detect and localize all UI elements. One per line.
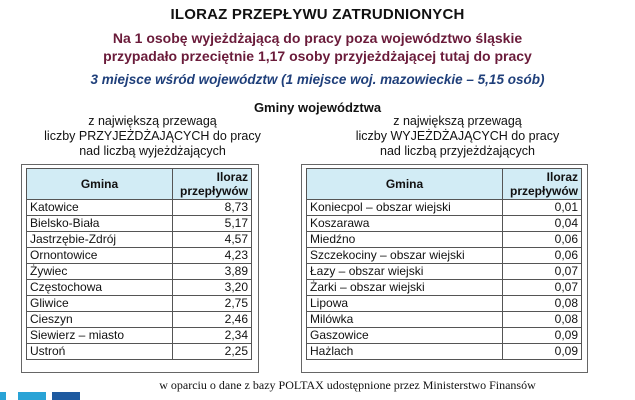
gmina-name-cell: Ornontowice	[27, 248, 173, 264]
subtitle-line-2: przypadało przeciętnie 1,17 osoby przyjeżdżającej tutaj do pracy	[103, 48, 532, 64]
column-header-gmina: Gmina	[27, 169, 173, 200]
gmina-name-cell: Lipowa	[307, 296, 503, 312]
decorative-block	[0, 392, 6, 400]
table-row	[27, 264, 252, 280]
left-caption-line: liczby PRZYJEŻDŻAJĄCYCH do pracy	[44, 129, 261, 143]
gmina-name-cell: Łazy – obszar wiejski	[307, 264, 503, 280]
gmina-name-cell: Żywiec	[27, 264, 173, 280]
iloraz-value-cell: 2,25	[173, 344, 252, 360]
right-table-caption	[315, 114, 600, 159]
table-row	[307, 216, 582, 232]
ranking-note: 3 miejsce wśród województw (1 miejsce woj. mazowieckie – 5,15 osób)	[90, 72, 545, 87]
column-header-iloraz	[503, 169, 582, 200]
gmina-name-cell: Cieszyn	[27, 312, 173, 328]
iloraz-value-cell: 0,08	[503, 312, 582, 328]
iloraz-value-cell: 0,06	[503, 248, 582, 264]
table-row	[27, 328, 252, 344]
right-caption-line: nad liczbą przyjeżdżających	[380, 144, 535, 158]
outflow-table-body	[307, 200, 582, 360]
gmina-name-cell: Miedźno	[307, 232, 503, 248]
table-row	[27, 216, 252, 232]
decorative-block	[52, 392, 80, 400]
gmina-name-cell: Żarki – obszar wiejski	[307, 280, 503, 296]
table-row	[307, 344, 582, 360]
iloraz-value-cell: 0,04	[503, 216, 582, 232]
table-row	[307, 280, 582, 296]
table-row	[27, 248, 252, 264]
iloraz-value-cell: 0,06	[503, 232, 582, 248]
gmina-name-cell: Ustroń	[27, 344, 173, 360]
iloraz-value-cell: 2,46	[173, 312, 252, 328]
table-row	[307, 328, 582, 344]
outflow-table	[306, 168, 582, 360]
iloraz-value-cell: 8,73	[173, 200, 252, 216]
gmina-name-cell: Milówka	[307, 312, 503, 328]
column-header-iloraz-line: przepływów	[509, 184, 578, 198]
table-header-row	[307, 169, 582, 200]
table-row	[307, 248, 582, 264]
iloraz-value-cell: 0,09	[503, 344, 582, 360]
iloraz-value-cell: 2,34	[173, 328, 252, 344]
gmina-name-cell: Hażlach	[307, 344, 503, 360]
gmina-name-cell: Bielsko-Biała	[27, 216, 173, 232]
gmina-name-cell: Koniecpol – obszar wiejski	[307, 200, 503, 216]
table-row	[27, 296, 252, 312]
iloraz-value-cell: 3,89	[173, 264, 252, 280]
table-header-row	[27, 169, 252, 200]
gmina-name-cell: Szczekociny – obszar wiejski	[307, 248, 503, 264]
column-header-iloraz-line: Iloraz	[216, 170, 248, 184]
right-caption-line: z największą przewagą	[393, 114, 522, 128]
gmina-name-cell: Gaszowice	[307, 328, 503, 344]
column-header-iloraz	[173, 169, 252, 200]
table-row	[307, 200, 582, 216]
left-table-caption	[10, 114, 295, 159]
iloraz-value-cell: 4,57	[173, 232, 252, 248]
subtitle-line-1: Na 1 osobę wyjeżdżającą do pracy poza województwo śląskie	[112, 30, 523, 46]
iloraz-value-cell: 5,17	[173, 216, 252, 232]
source-note: w oparciu o dane z bazy POLTAX udostępnione przez Ministerstwo Finansów	[159, 378, 536, 392]
iloraz-value-cell: 3,20	[173, 280, 252, 296]
iloraz-value-cell: 0,08	[503, 296, 582, 312]
left-caption-line: z największą przewagą	[88, 114, 217, 128]
gmina-name-cell: Siewierz – miasto	[27, 328, 173, 344]
table-row	[27, 312, 252, 328]
iloraz-value-cell: 2,75	[173, 296, 252, 312]
iloraz-value-cell: 0,07	[503, 280, 582, 296]
iloraz-value-cell: 0,09	[503, 328, 582, 344]
column-header-gmina: Gmina	[307, 169, 503, 200]
column-header-iloraz-line: Iloraz	[546, 170, 578, 184]
right-caption-line: liczby WYJEŻDŻAJĄCYCH do pracy	[355, 129, 560, 143]
iloraz-value-cell: 0,01	[503, 200, 582, 216]
gmina-name-cell: Koszarawa	[307, 216, 503, 232]
left-caption-line: nad liczbą wyjeżdżających	[79, 144, 226, 158]
column-header-iloraz-line: przepływów	[179, 184, 248, 198]
iloraz-value-cell: 0,07	[503, 264, 582, 280]
inflow-table-body	[27, 200, 252, 360]
decorative-block	[18, 392, 46, 400]
table-row	[27, 200, 252, 216]
table-row	[307, 296, 582, 312]
table-row	[307, 264, 582, 280]
table-row	[307, 312, 582, 328]
section-heading: Gminy województwa	[253, 100, 382, 115]
table-row	[27, 232, 252, 248]
gmina-name-cell: Katowice	[27, 200, 173, 216]
page-title: ILORAZ PRZEPŁYWU ZATRUDNIONYCH	[170, 6, 465, 23]
gmina-name-cell: Częstochowa	[27, 280, 173, 296]
table-row	[27, 344, 252, 360]
table-row	[307, 232, 582, 248]
inflow-table	[26, 168, 252, 360]
iloraz-value-cell: 4,23	[173, 248, 252, 264]
gmina-name-cell: Jastrzębie-Zdrój	[27, 232, 173, 248]
table-row	[27, 280, 252, 296]
gmina-name-cell: Gliwice	[27, 296, 173, 312]
